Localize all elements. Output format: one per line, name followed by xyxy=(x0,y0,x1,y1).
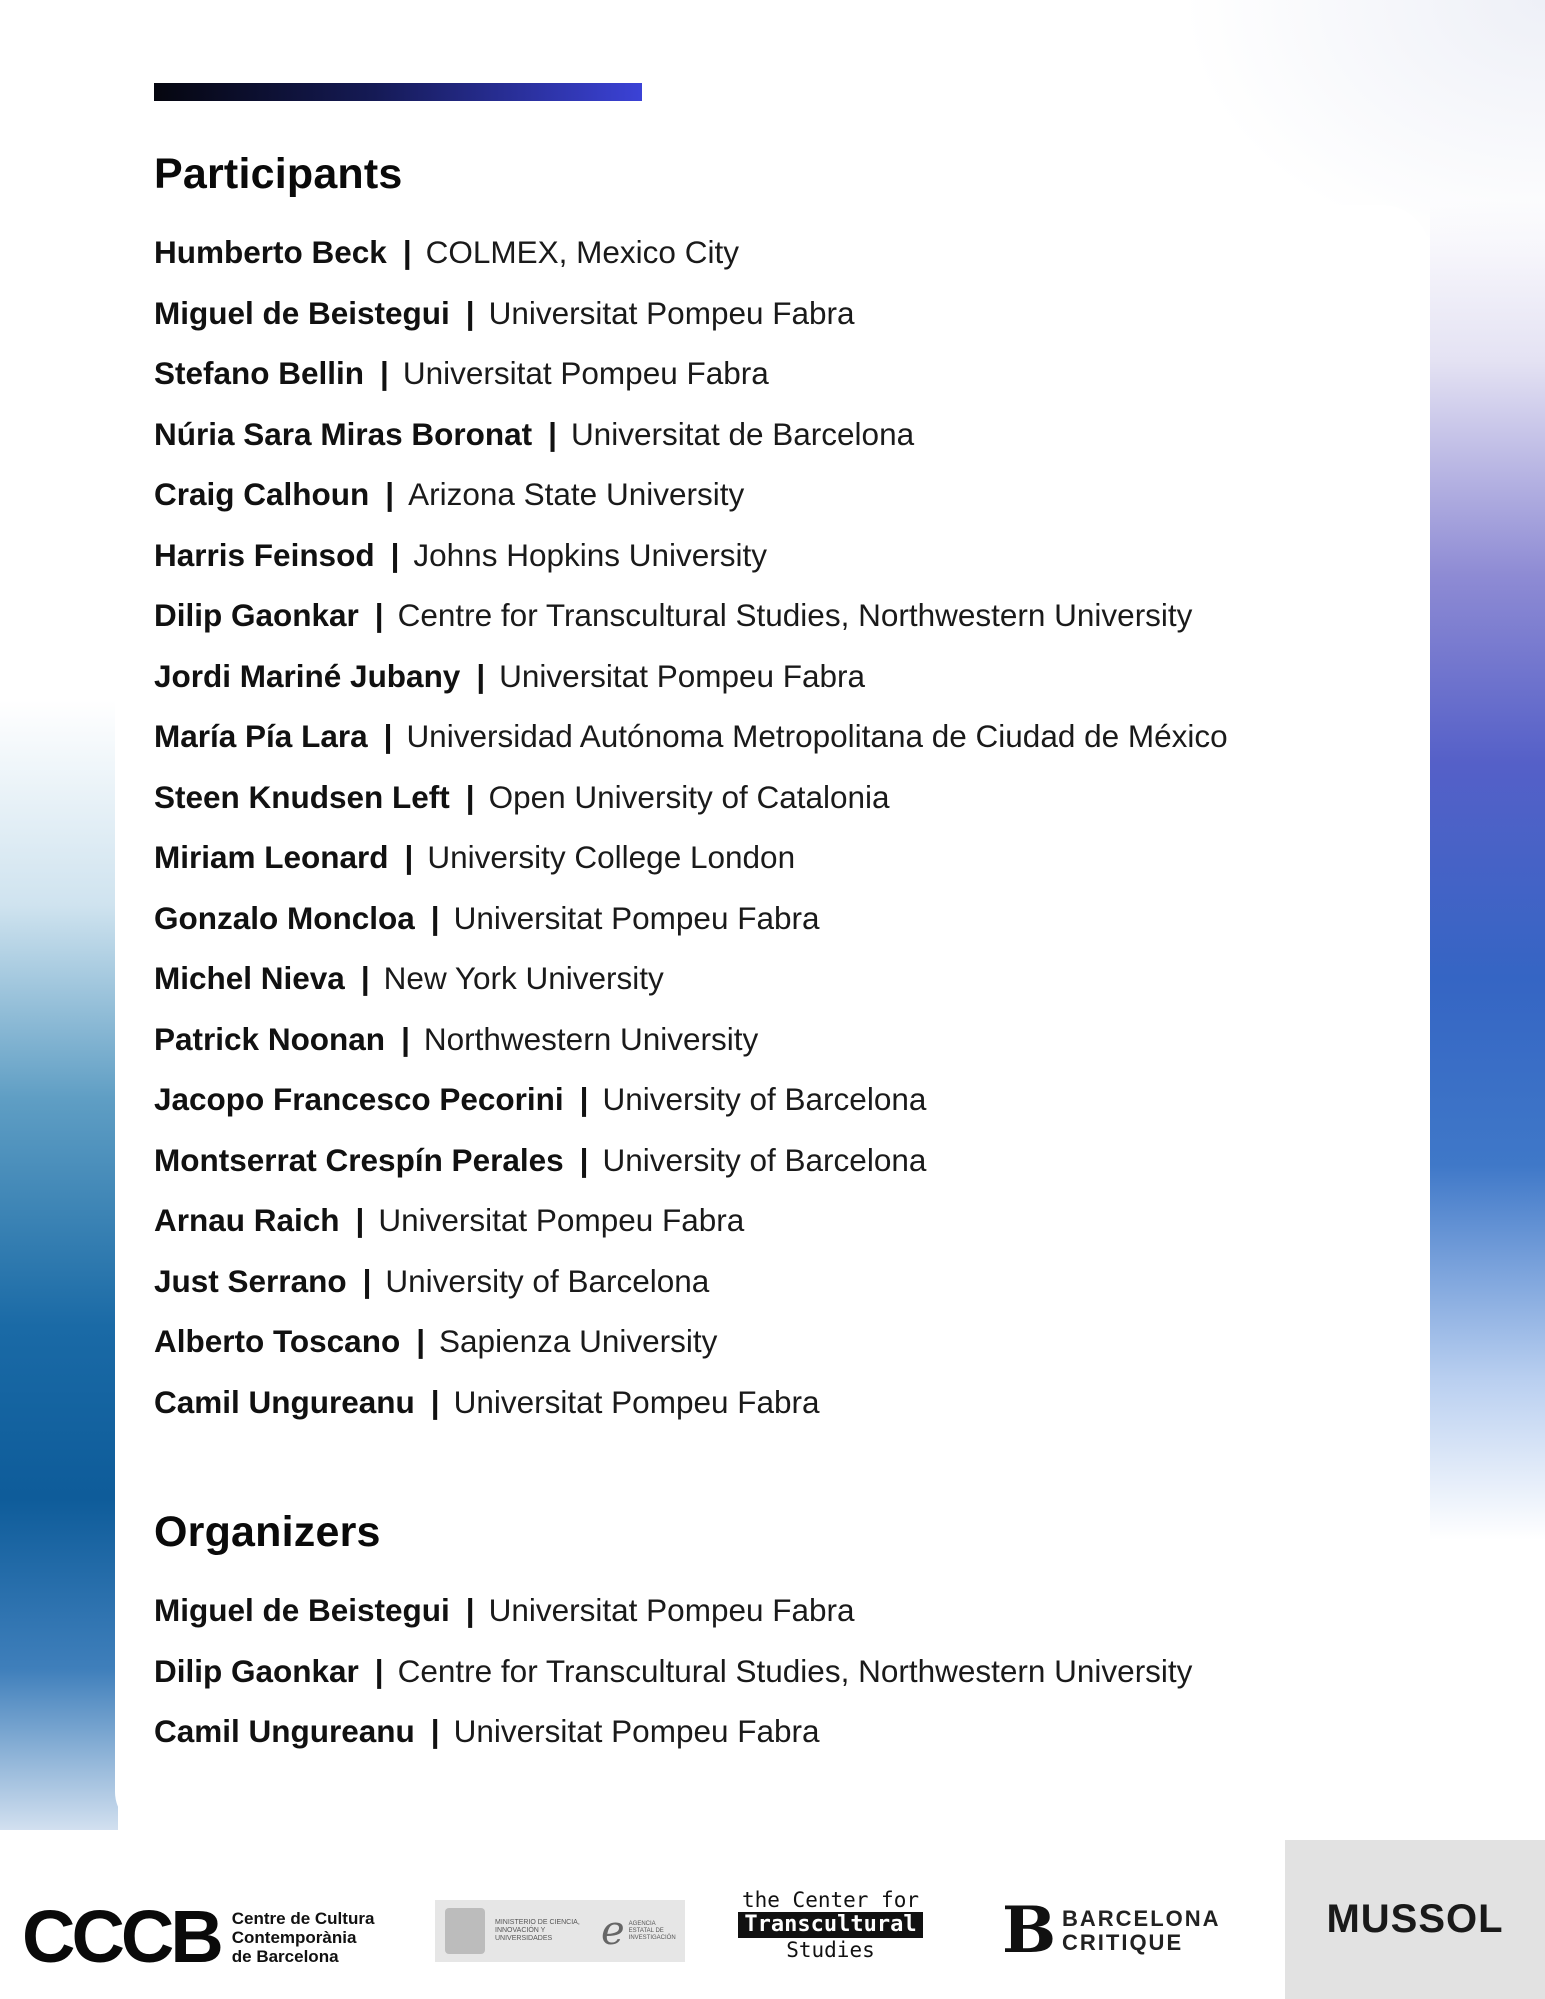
participants-row xyxy=(154,585,1228,646)
participants-row xyxy=(154,948,1228,1009)
participants-row xyxy=(154,464,1228,525)
separator: | xyxy=(404,839,414,875)
organizers-row xyxy=(154,1580,1192,1641)
affiliation: Universitat Pompeu Fabra xyxy=(488,294,855,331)
participants-row xyxy=(154,1069,1228,1130)
participants-row xyxy=(154,1130,1228,1191)
participants-row xyxy=(154,767,1228,828)
affiliation: Centre for Transcultural Studies, Northwestern University xyxy=(397,1652,1193,1689)
left-gradient-decoration xyxy=(0,700,118,1840)
separator: | xyxy=(401,1020,410,1057)
person-name: Jacopo Francesco Pecorini xyxy=(154,1081,564,1117)
separator: | xyxy=(430,1713,440,1749)
ministerio-logo xyxy=(435,1900,685,1962)
affiliation: University of Barcelona xyxy=(385,1262,710,1299)
affiliation: Northwestern University xyxy=(423,1020,759,1057)
barcelona-critique-mark: B xyxy=(1002,1893,1057,1968)
participants-row xyxy=(154,1372,1228,1433)
separator: | xyxy=(465,294,475,331)
person-name: Stefano Bellin xyxy=(154,355,365,391)
person-name: Just Serrano xyxy=(154,1262,347,1299)
person-name: Steen Knudsen Left xyxy=(154,778,450,815)
participants-row xyxy=(154,283,1228,344)
separator: | xyxy=(465,1592,475,1628)
separator: | xyxy=(390,536,400,573)
separator: | xyxy=(374,1652,384,1689)
bc-line-2: CRITIQUE xyxy=(1062,1930,1184,1955)
bc-line-1: BARCELONA xyxy=(1062,1906,1221,1931)
separator: | xyxy=(360,960,370,996)
person-name: Humberto Beck xyxy=(154,234,387,270)
right-gradient-decoration xyxy=(1430,200,1545,1540)
cts-line-2: Transcultural xyxy=(738,1912,923,1938)
person-name: Michel Nieva xyxy=(154,960,345,996)
affiliation: University of Barcelona xyxy=(602,1081,927,1117)
organizers-row xyxy=(154,1641,1192,1702)
mussol-text: MUSSOL xyxy=(1326,1897,1504,1941)
affiliation: COLMEX, Mexico City xyxy=(425,234,739,270)
organizers-title: Organizers xyxy=(154,1508,381,1556)
person-name: Dilip Gaonkar xyxy=(154,1652,359,1689)
aei-text: AGENCIA ESTATAL DE INVESTIGACIÓN xyxy=(628,1920,676,1941)
affiliation: Universitat de Barcelona xyxy=(570,415,915,452)
participants-title: Participants xyxy=(154,150,403,198)
person-name: Núria Sara Miras Boronat xyxy=(154,415,533,452)
cts-line-1: the Center for xyxy=(741,1888,919,1912)
separator: | xyxy=(416,1323,426,1359)
affiliation: Universitat Pompeu Fabra xyxy=(453,899,820,936)
participants-row xyxy=(154,222,1228,283)
separator: | xyxy=(385,476,395,512)
person-name: Miriam Leonard xyxy=(154,839,389,875)
cccb-logo-text xyxy=(232,1909,375,1966)
aei-mark: e xyxy=(601,1908,625,1954)
cccb-line-3: de Barcelona xyxy=(231,1946,339,1966)
separator: | xyxy=(579,1081,589,1117)
affiliation: New York University xyxy=(383,960,664,996)
affiliation: Centre for Transcultural Studies, Northwestern University xyxy=(397,597,1193,633)
cccb-logo xyxy=(22,1895,375,1978)
separator: | xyxy=(362,1262,372,1299)
affiliation: Universitat Pompeu Fabra xyxy=(378,1202,745,1238)
person-name: Camil Ungureanu xyxy=(154,1713,415,1749)
barcelona-critique-text xyxy=(1062,1907,1221,1955)
participants-row xyxy=(154,525,1228,586)
affiliation: Arizona State University xyxy=(408,476,745,512)
participants-row xyxy=(154,646,1228,707)
sponsor-footer xyxy=(0,1830,1545,1999)
affiliation: Johns Hopkins University xyxy=(413,536,768,573)
affiliation: Universitat Pompeu Fabra xyxy=(453,1383,820,1420)
person-name: Arnau Raich xyxy=(154,1202,340,1238)
affiliation: Universitat Pompeu Fabra xyxy=(499,657,866,694)
cccb-line-2: Contemporània xyxy=(231,1927,357,1947)
person-name: Dilip Gaonkar xyxy=(154,597,359,633)
person-name: Harris Feinsod xyxy=(154,536,375,573)
person-name: Alberto Toscano xyxy=(154,1323,401,1359)
cts-line-3: Studies xyxy=(786,1938,875,1962)
ministerio-text: MINISTERIO DE CIENCIA, INNOVACIÓN Y UNIVERSIDADES xyxy=(495,1919,580,1942)
person-name: Patrick Noonan xyxy=(154,1020,386,1057)
person-name: Gonzalo Moncloa xyxy=(154,899,415,936)
participants-row xyxy=(154,1009,1228,1070)
separator: | xyxy=(465,778,475,815)
header-accent-bar xyxy=(154,83,642,101)
barcelona-critique-logo xyxy=(1002,1893,1221,1968)
participants-list xyxy=(154,222,1228,1432)
affiliation: University of Barcelona xyxy=(602,1141,927,1178)
mussol-logo xyxy=(1285,1840,1545,1999)
participants-row xyxy=(154,827,1228,888)
participants-row xyxy=(154,1251,1228,1312)
person-name: Jordi Mariné Jubany xyxy=(154,657,461,694)
person-name: Montserrat Crespín Perales xyxy=(154,1141,564,1178)
affiliation: Universitat Pompeu Fabra xyxy=(402,355,769,391)
affiliation: University College London xyxy=(427,839,796,875)
separator: | xyxy=(355,1202,365,1238)
separator: | xyxy=(383,718,393,754)
affiliation: Open University of Catalonia xyxy=(488,778,890,815)
person-name: Craig Calhoun xyxy=(154,476,370,512)
separator: | xyxy=(430,1383,440,1420)
affiliation: Universidad Autónoma Metropolitana de Ciudad de México xyxy=(406,718,1228,754)
person-name: Miguel de Beistegui xyxy=(154,294,450,331)
affiliation: Universitat Pompeu Fabra xyxy=(453,1713,820,1749)
participants-row xyxy=(154,343,1228,404)
coat-of-arms-icon xyxy=(445,1908,485,1954)
affiliation: Sapienza University xyxy=(439,1323,718,1359)
organizers-row xyxy=(154,1701,1192,1762)
separator: | xyxy=(430,899,440,936)
center-transcultural-studies-logo xyxy=(738,1888,923,1962)
participants-row xyxy=(154,1190,1228,1251)
participants-row xyxy=(154,404,1228,465)
separator: | xyxy=(579,1141,589,1178)
participants-row xyxy=(154,1311,1228,1372)
participants-row xyxy=(154,706,1228,767)
person-name: Miguel de Beistegui xyxy=(154,1592,450,1628)
cccb-line-1: Centre de Cultura xyxy=(231,1908,375,1928)
cccb-logo-mark: CCCB xyxy=(22,1895,220,1978)
separator: | xyxy=(374,597,384,633)
person-name: María Pía Lara xyxy=(154,718,368,754)
organizers-list xyxy=(154,1580,1192,1762)
separator: | xyxy=(476,657,486,694)
participants-row xyxy=(154,888,1228,949)
separator: | xyxy=(548,415,557,452)
person-name: Camil Ungureanu xyxy=(154,1383,415,1420)
separator: | xyxy=(380,355,389,391)
affiliation: Universitat Pompeu Fabra xyxy=(488,1592,855,1628)
separator: | xyxy=(402,234,412,270)
